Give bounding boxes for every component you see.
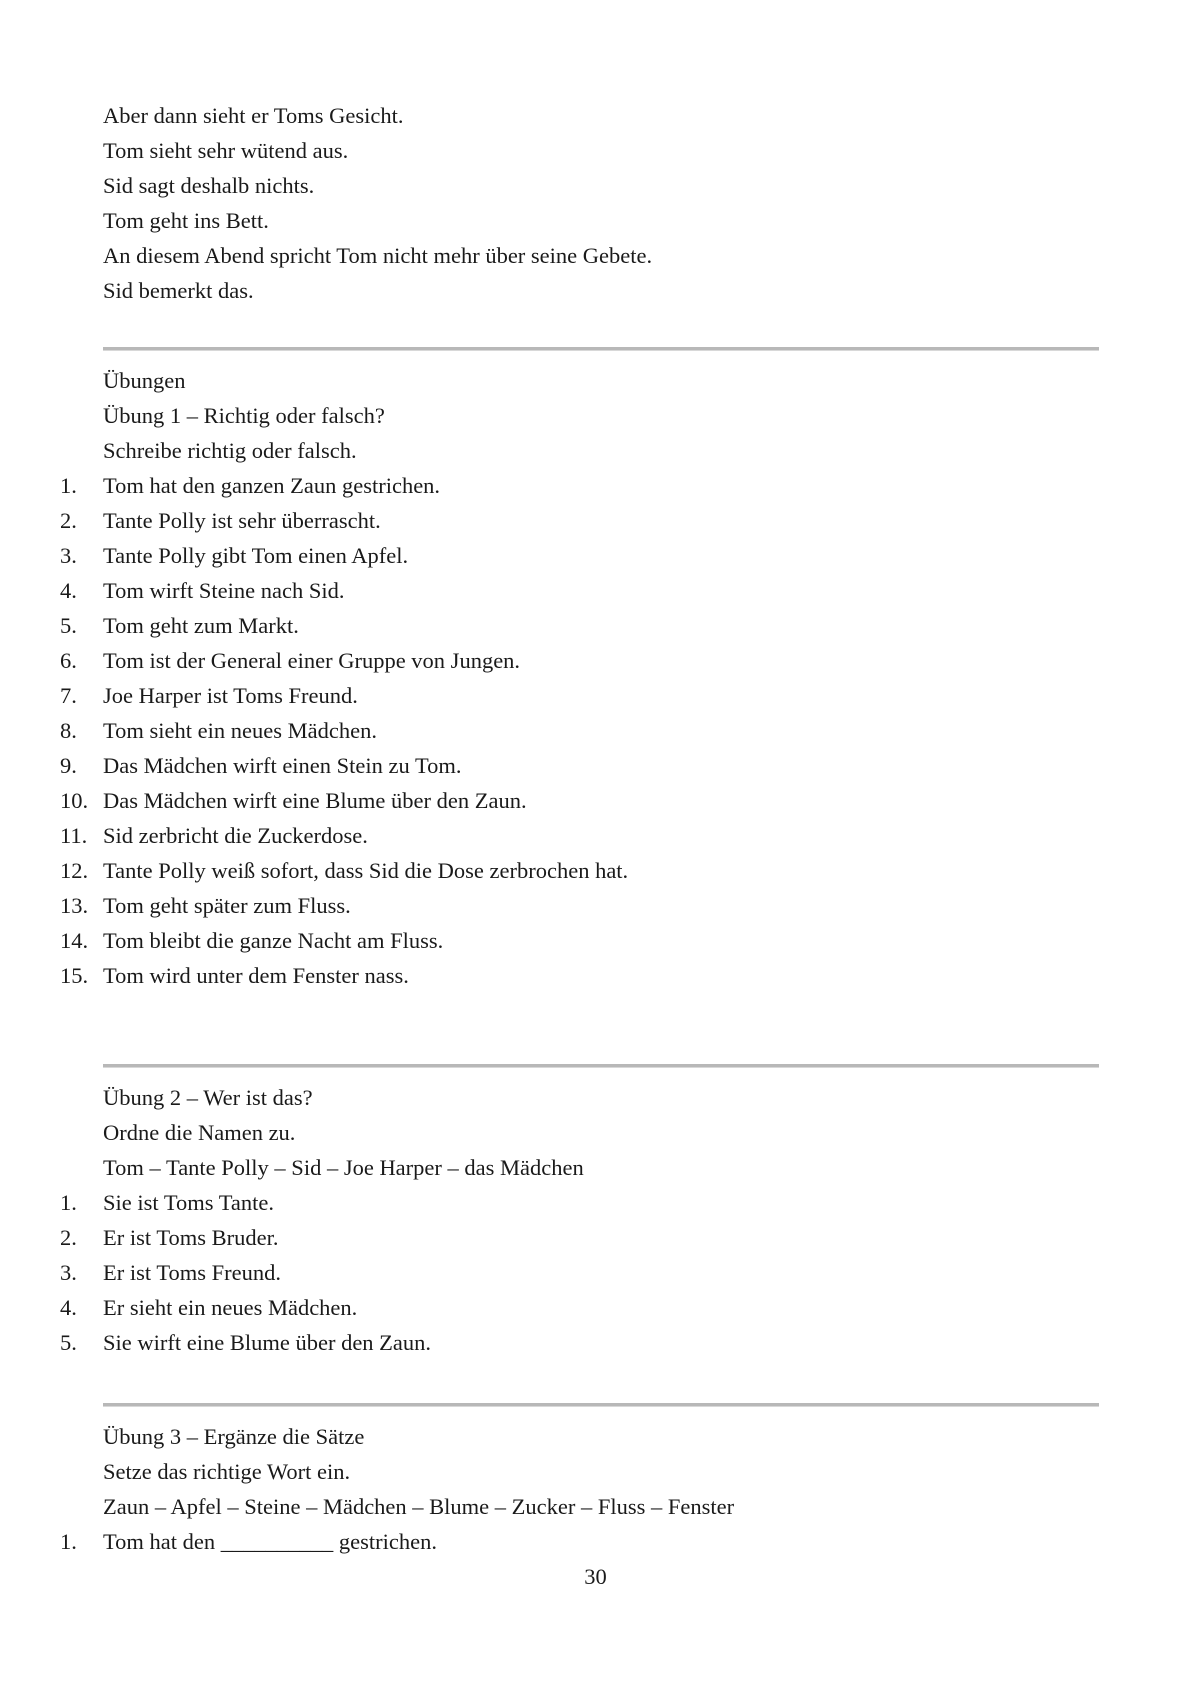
exercise-3-title: Übung 3 – Ergänze die Sätze — [103, 1424, 365, 1449]
list-item: Tom wird unter dem Fenster nass. — [103, 963, 409, 988]
list-item-number: 3. — [60, 543, 77, 568]
list-item-number: 3. — [60, 1260, 77, 1285]
list-item: Tom wirft Steine nach Sid. — [103, 578, 345, 603]
exercise-3-instruction: Setze das richtige Wort ein. — [103, 1459, 351, 1484]
list-item-number: 1. — [60, 473, 77, 498]
list-item: Tante Polly ist sehr überrascht. — [103, 508, 381, 533]
exercises-heading: Übungen — [103, 368, 186, 393]
list-item-number: 15. — [60, 963, 89, 988]
list-item: Tante Polly weiß sofort, dass Sid die Dose zerbrochen hat. — [103, 858, 629, 883]
list-item-number: 11. — [60, 823, 88, 848]
list-item-number: 13. — [60, 893, 89, 918]
story-line: Aber dann sieht er Toms Gesicht. — [103, 103, 404, 128]
exercise-1-title: Übung 1 – Richtig oder falsch? — [103, 403, 385, 428]
story-line: An diesem Abend spricht Tom nicht mehr über seine Gebete. — [103, 243, 653, 268]
list-item: Tom bleibt die ganze Nacht am Fluss. — [103, 928, 444, 953]
section-divider — [103, 347, 1099, 351]
list-item-number: 10. — [60, 788, 89, 813]
list-item-number: 12. — [60, 858, 89, 883]
list-item-number: 9. — [60, 753, 77, 778]
exercise-2-title: Übung 2 – Wer ist das? — [103, 1085, 313, 1110]
section-divider — [103, 1403, 1099, 1407]
list-item: Tom hat den ganzen Zaun gestrichen. — [103, 473, 441, 498]
page-number: 30 — [584, 1564, 607, 1589]
list-item-number: 5. — [60, 1330, 77, 1355]
list-item: Tom geht später zum Fluss. — [103, 893, 351, 918]
list-item-number: 4. — [60, 1295, 77, 1320]
list-item: Sie wirft eine Blume über den Zaun. — [103, 1330, 432, 1355]
story-line: Tom sieht sehr wütend aus. — [103, 138, 349, 163]
story-line: Sid sagt deshalb nichts. — [103, 173, 315, 198]
list-item-number: 1. — [60, 1529, 77, 1554]
list-item: Tom hat den __________ gestrichen. — [103, 1529, 437, 1554]
list-item-number: 8. — [60, 718, 77, 743]
list-item: Er ist Toms Freund. — [103, 1260, 282, 1285]
list-item: Das Mädchen wirft eine Blume über den Zaun. — [103, 788, 527, 813]
exercise-1-instruction: Schreibe richtig oder falsch. — [103, 438, 357, 463]
list-item: Sie ist Toms Tante. — [103, 1190, 275, 1215]
exercise-2-instruction: Ordne die Namen zu. — [103, 1120, 296, 1145]
list-item: Er sieht ein neues Mädchen. — [103, 1295, 358, 1320]
exercise-2-word-bank: Tom – Tante Polly – Sid – Joe Harper – das Mädchen — [103, 1155, 584, 1180]
story-line: Sid bemerkt das. — [103, 278, 254, 303]
list-item: Das Mädchen wirft einen Stein zu Tom. — [103, 753, 462, 778]
list-item: Tante Polly gibt Tom einen Apfel. — [103, 543, 409, 568]
list-item-number: 14. — [60, 928, 89, 953]
list-item-number: 2. — [60, 508, 77, 533]
list-item: Sid zerbricht die Zuckerdose. — [103, 823, 368, 848]
list-item-number: 2. — [60, 1225, 77, 1250]
list-item: Tom ist der General einer Gruppe von Jungen. — [103, 648, 521, 673]
story-line: Tom geht ins Bett. — [103, 208, 269, 233]
list-item: Tom geht zum Markt. — [103, 613, 299, 638]
list-item-number: 5. — [60, 613, 77, 638]
section-divider — [103, 1064, 1099, 1068]
list-item-number: 7. — [60, 683, 77, 708]
list-item-number: 4. — [60, 578, 77, 603]
list-item-number: 1. — [60, 1190, 77, 1215]
list-item: Joe Harper ist Toms Freund. — [103, 683, 358, 708]
exercise-3-word-bank: Zaun – Apfel – Steine – Mädchen – Blume – Zucker – Fluss – Fenster — [103, 1494, 735, 1519]
list-item: Er ist Toms Bruder. — [103, 1225, 279, 1250]
list-item: Tom sieht ein neues Mädchen. — [103, 718, 377, 743]
list-item-number: 6. — [60, 648, 77, 673]
